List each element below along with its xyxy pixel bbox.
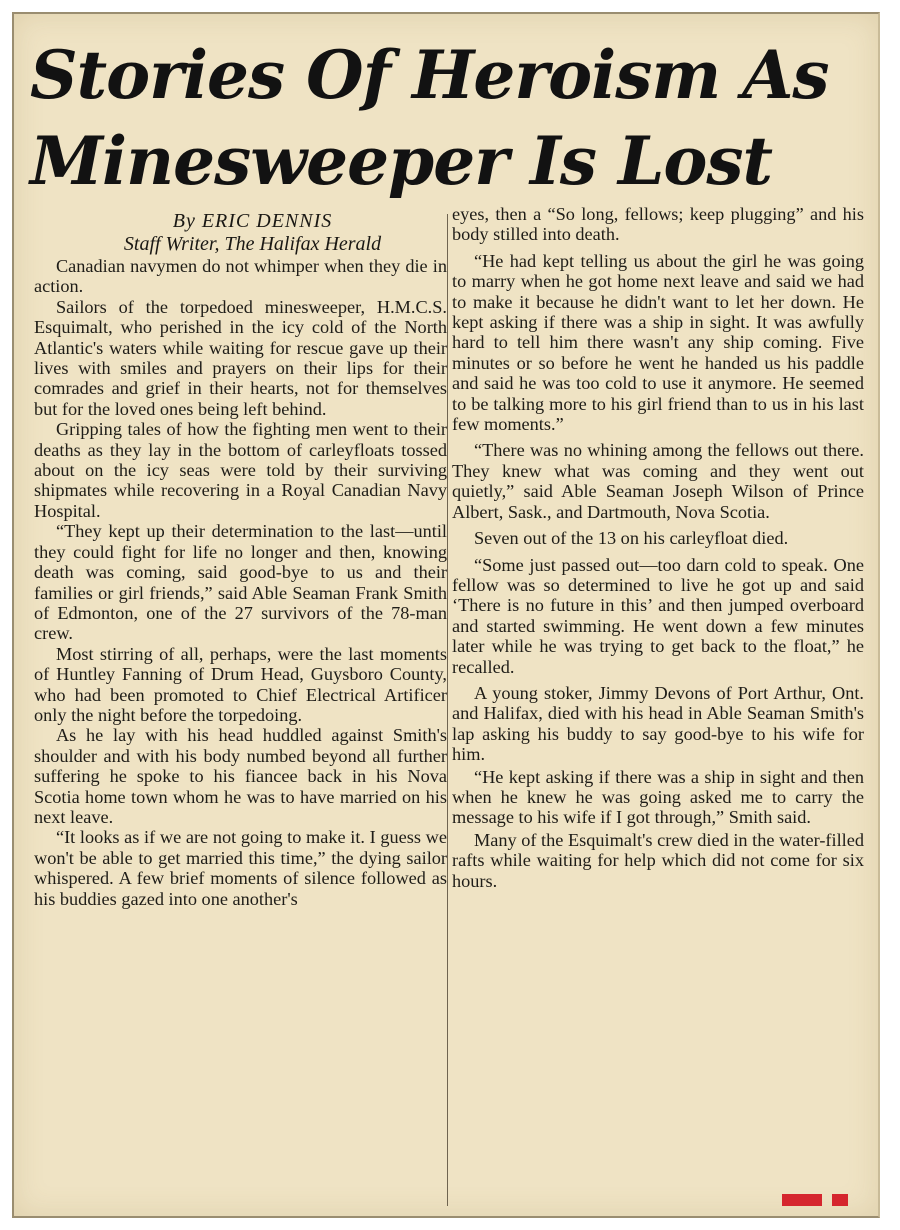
paragraph: Canadian navymen do not whimper when they die in action. bbox=[34, 256, 447, 297]
left-column bbox=[34, 210, 447, 909]
paragraph: Seven out of the 13 on his carleyfloat died. bbox=[473, 528, 789, 549]
column-rule bbox=[447, 214, 448, 1206]
byline-role: Staff Writer, The Halifax Herald bbox=[123, 233, 382, 255]
newspaper-clipping bbox=[12, 12, 880, 1218]
paragraph: Many of the Esquimalt's crew died in the water-filled rafts while waiting for help which did not come for six hours. bbox=[452, 829, 864, 891]
red-ink-mark bbox=[782, 1194, 848, 1206]
paragraph: “It looks as if we are not going to make it. I guess we won't be able to get married this time,” the dying sailor whispered. A few brief moments of silence followed as his buddies gazed into one another's bbox=[34, 827, 447, 909]
paragraph: A young stoker, Jimmy Devons of Port Arthur, Ont. and Halifax, died with his head in Able Seaman Smith's lap asking his buddy to say good-bye to his wife for him. bbox=[452, 682, 864, 765]
paragraph: As he lay with his head huddled against Smith's shoulder and with his body numbed beyond all further suffering he spoke to his fiancee back in his Nova Scotia home town whom he was to have married on his next leave. bbox=[34, 725, 447, 827]
byline-name: By ERIC DENNIS bbox=[172, 210, 333, 232]
paragraph: “They kept up their determination to the last—until they could fight for life no longer and then, knowing death was coming, said good-bye to us and their families or girl friends,” said Able Seaman Frank Smith of Edmonton, one of the 27 survivors of the 78-man crew. bbox=[34, 521, 447, 644]
paragraph: “Some just passed out—too darn cold to speak. One fellow was so determined to live he got up and said ‘There is no future in this’ and then jumped overboard and started swimming. He went down a few minutes later while he was trying to get back to the float,” he recalled. bbox=[452, 554, 864, 677]
paragraph: eyes, then a “So long, fellows; keep plugging” and his body stilled into death. bbox=[452, 204, 864, 245]
paragraph: Most stirring of all, perhaps, were the last moments of Huntley Fanning of Drum Head, Guysboro County, who had been promoted to Chief Electrical Artificer only the night before the torpedoing. bbox=[34, 643, 447, 725]
paragraph: Sailors of the torpedoed minesweeper, H.M.C.S. Esquimalt, who perished in the icy cold of the North Atlantic's waters while waiting for rescue gave up their lives with smiles and prayers on their lips for their comrades and grief in their hearts, not for themselves but for the loved ones being left behind. bbox=[34, 296, 447, 419]
paragraph: “He had kept telling us about the girl he was going to marry when he got home next leave and said we had to make it because he didn't want to let her down. He kept asking if there was a ship in sight. It was awfully hard to tell him there wasn't any ship coming. Five minutes or so before he went he handed us his paddle and said he was too cold to use it anymore. He seemed to be talking more to his girl friend than to us in his last few moments.” bbox=[452, 250, 864, 435]
headline: Stories Of Heroism As Minesweeper Is Lost bbox=[30, 36, 829, 200]
paragraph: Gripping tales of how the fighting men went to their deaths as they lay in the bottom of carleyfloats tossed about on the icy seas were told by their surviving shipmates while recovering in a Royal Canadian Navy Hospital. bbox=[34, 419, 447, 521]
paragraph: “He kept asking if there was a ship in sight and then when he knew he was going asked me to carry the message to his wife if I got through,” Smith said. bbox=[452, 766, 864, 828]
paragraph: “There was no whining among the fellows out there. They knew what was coming and they went out quietly,” said Able Seaman Joseph Wilson of Prince Albert, Sask., and Dartmouth, Nova Scotia. bbox=[452, 440, 864, 522]
right-column bbox=[452, 204, 864, 893]
